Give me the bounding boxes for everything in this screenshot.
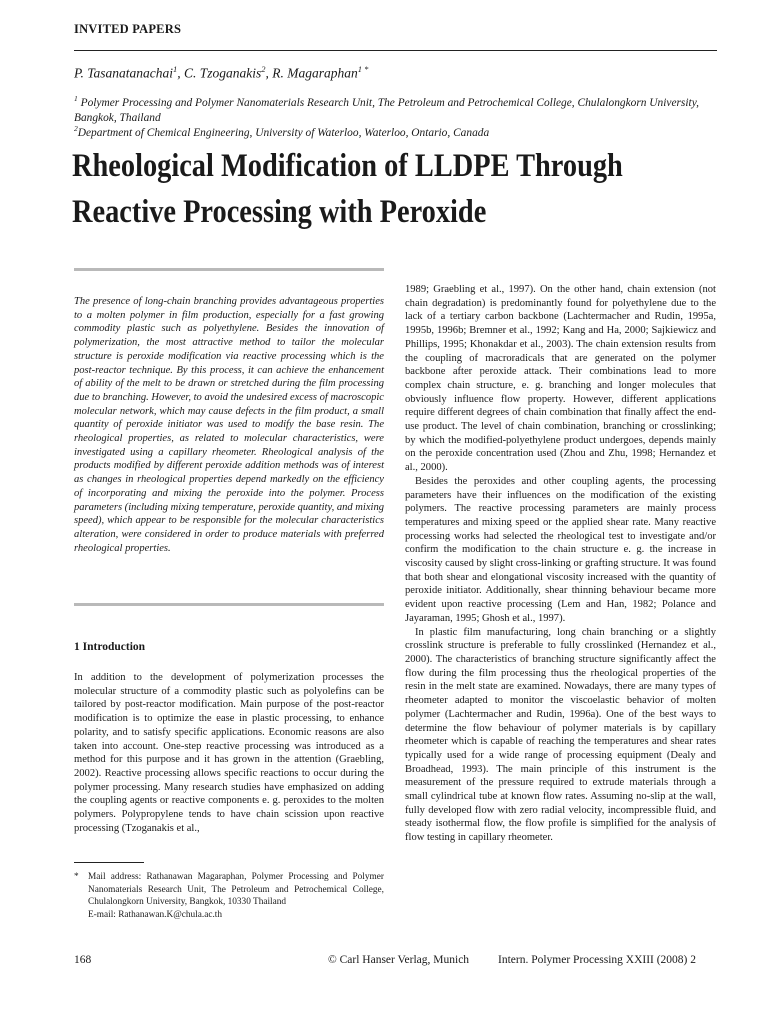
introduction-paragraph: In addition to the development of polymerization processes the molecular structure of a commodity plastic such as polyolefins can be tailored by post-reactor modification. Main purpose of the post-reactor modification is to optimize the ease in plastic processing, to enhance polarity, and to satisfy specific applications. Economic reasons are also taken into account. One-step reactive processing was introduced as a method for this purpose and it has grown in the attention (Graebling, 2002). Reactive processing allows specific reactions to occur during the polymer processing. Many research studies have emphasized on adding the coupling agents or reactive components e. g. peroxides to the molten polymers. Polypropylene tends to have chain scission upon reactive processing (Tzoganakis et al., [74,672,384,834]
abstract-top-rule [74,268,384,271]
author-separator: , [265,65,273,81]
affiliation-text: Department of Chemical Engineering, University of Waterloo, Waterloo, Ontario, Canada [77,126,490,139]
author-line [74,64,368,82]
author-affiliation-mark: 1 * [357,64,369,74]
author-name: P. Tasanatanachai [74,65,174,81]
page-number: 168 [74,954,92,966]
author-affiliation-mark: 2 [261,64,266,74]
author-name: R. Magaraphan [272,65,358,81]
header-rule [74,50,717,51]
abstract: The presence of long-chain branching provides advantageous properties to a molten polymer in film production, especially for a fast growing commodity plastic such as polyethylene. Besides the innovation of polymerization, the most attractive method to tailor the molecular structure is peroxide modification via reactive processing which is the post-reactor technique. By this process, it can achieve the enhancement of ability of the melt to be drawn or stretched during the film processing due to branching. However, to avoid the undesired excess of macroscopic molecular network, which may cause defects in the film product, a small quantity of peroxide initiator was used to modify the base resin. The rheological properties, as related to molecular characteristics, were investigated using a capillary rheometer. Rheological analysis of the products modified by different peroxide addition methods was of interest as changes in rheological properties depend markedly on the efficiency of incorporating and mixing the peroxide into the polymer. Process parameters (including mixing temperature, peroxide quantity, and mixing speed), which appear to be responsible for the molecular characteristics alteration, were considered in order to produce materials with preferred rheological properties. [74,296,385,554]
corresponding-author-footnote [74,871,384,921]
affiliation-text: Polymer Processing and Polymer Nanomaterials Research Unit, The Petroleum and Petrochemical College, Chulalongkorn University, Bangkok, Thailand [74,96,699,124]
paper-title [72,143,640,235]
author-affiliation-mark: 1 [173,64,178,74]
publisher-credit: © Carl Hanser Verlag, Munich [328,954,470,966]
affiliation-number: 1 [74,94,78,103]
section-heading-introduction: 1 Introduction [74,641,146,653]
right-column [405,283,716,845]
author-separator: , [177,65,185,81]
footnote-email: E-mail: Rathanawan.K@chula.ac.th [88,909,223,920]
journal-citation: Intern. Polymer Processing XXIII (2008) 2 [498,954,697,966]
footnote-mark: * [74,872,79,882]
body-paragraph: In plastic film manufacturing, long chain branching or a slightly crosslink structure is preferable to fully crosslinked (Hernandez et al., 2000). The characteristics of branching structure significantly affect the flow during the film processing thus the rheological properties of the resin in the melt state are examined. Nowadays, there are many types of rheometer adapted to monitor the viscoelastic behavior of molten polymer (Lachtermacher and Rudin, 1996a). One of the best ways to determine the flow behaviour of polymer materials is by capillary rheometer which is capable of reaching the temperatures and shear rates typically used for a wide range of processing equipment (Dealy and Broadhead, 1993). The main principle of this instrument is the measurement of the pressure required to extrude materials through a small cylindrical tube at known flow rates. Assuming no-slip at the wall, fully developed flow with zero radial velocity, incompressible fluid, and steady isothermal flow, the flow profile is simplified for the analysis of flow testing in capillary rheometer. [405,626,716,844]
section-label: INVITED PAPERS [74,22,182,36]
abstract-bottom-rule [74,603,384,606]
body-paragraph: 1989; Graebling et al., 1997). On the other hand, chain extension (not chain degradation) is predominantly found for polyethylene due to the lack of a tertiary carbon backbone (Lachtermacher and Rudin, 1995a, 1995b, 1996b; Bremner et al., 1992; Kang and Ha, 2000; Sajkiewicz and Phillips, 1995; Khonakdar et al., 2003). The chain extension results from the coupling of macroradicals that are generated on the polymer backbone after peroxide attack. Their combinations lead to more complex chain structure, e. g. branching and longer molecules that obviously influence flow property. However, different applications require different degrees of chain combination that finally affect the end-use product. The level of chain combination, branching or crosslinking; by which the modified-polyethylene product undergoes, depends mainly on the peroxide concentration used (Zhou and Zhu, 1998; Hernandez et al., 2000). [405,284,716,474]
title-line: Rheological Modification of LLDPE Through [72,148,623,184]
author-name: C. Tzoganakis [184,65,262,81]
affiliation [74,121,724,141]
title-line: Reactive Processing with Peroxide [72,194,487,230]
footnote-rule [74,862,144,863]
affiliation-number: 2 [74,124,78,133]
footnote-address: Mail address: Rathanawan Magaraphan, Polymer Processing and Polymer Nanomaterials Research Unit, The Petroleum and Petrochemical College, Chulalongkorn University, Bangkok, 10330 Thailand [88,872,384,908]
body-paragraph: Besides the peroxides and other coupling agents, the processing parameters have their influences on the modification of the existing polymers. The reactive processing parameters are mainly process temperatures and mixing speed or the applied shear rate. Many reactive processing works had selected the rheological test to investigate and/or confirm the modification to the chain structure e. g. the increase in viscosity caused by slight cross-linking or grafting structure. It was found that both shear and elongational viscosity increased with the quantity of peroxide initiator. Additionally, shear thinning behaviour became more evident upon reactive processing (Lem and Han, 1982; Polance and Jayaraman, 1995; Ghosh et al., 1997). [405,475,716,624]
